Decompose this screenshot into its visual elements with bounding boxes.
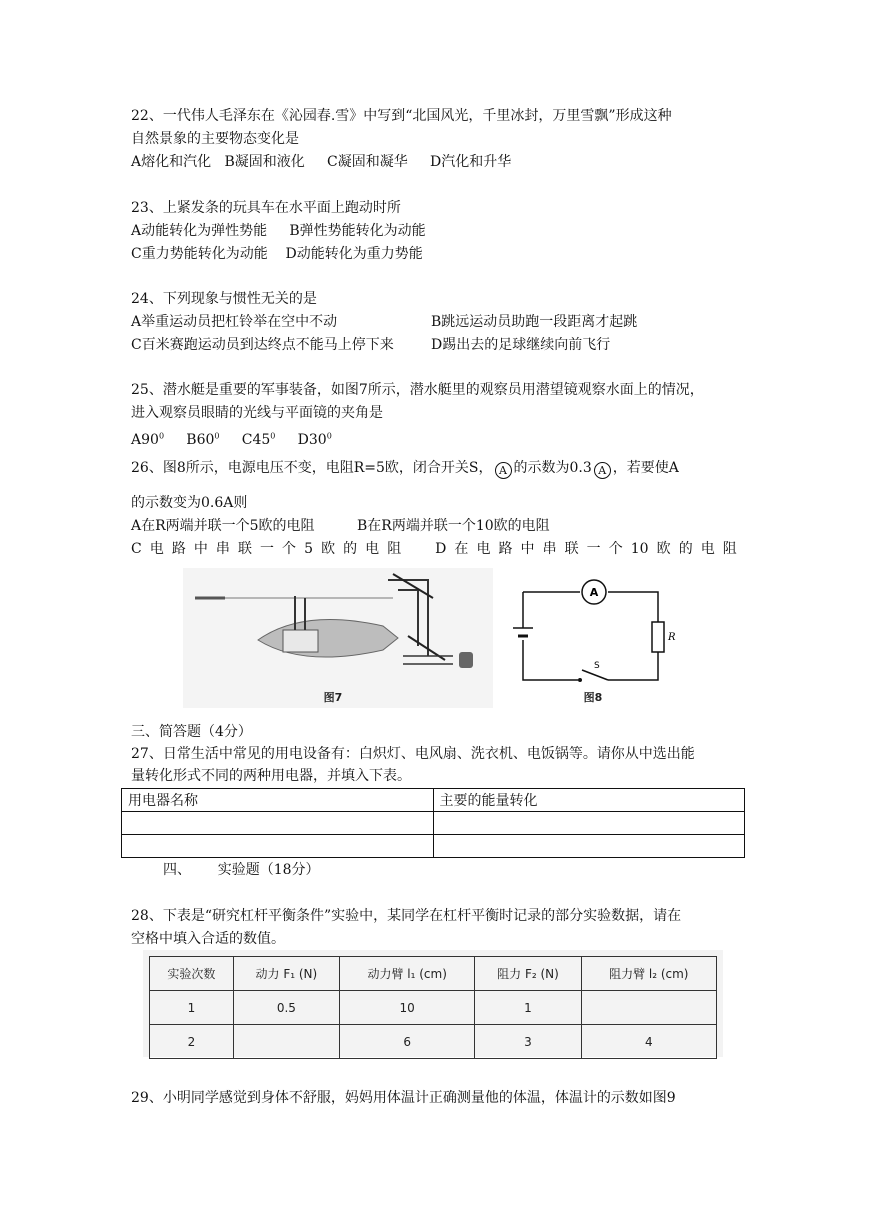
- table-row: [122, 812, 745, 835]
- q22-stem-line1: 22、一代伟人毛泽东在《沁园春.雪》中写到“北国风光，千里冰封，万里雪飘”形成这种: [131, 108, 672, 124]
- q24-stem: 24、下列现象与惯性无关的是: [131, 291, 317, 307]
- q25-option-b: $B60^0$: [186, 431, 220, 448]
- table-row: [122, 835, 745, 858]
- q22-options: [131, 152, 511, 172]
- table-row: [122, 789, 745, 812]
- q23-options-row1: [131, 221, 426, 241]
- blank-cell[interactable]: [233, 1025, 339, 1059]
- svg-text:R: R: [668, 632, 676, 643]
- answer-cell[interactable]: [122, 812, 434, 835]
- data-cell: 1: [150, 991, 234, 1025]
- data-cell: 1: [475, 991, 581, 1025]
- q29-stem-line1: 29、小明同学感觉到身体不舒服，妈妈用体温计正确测量他的体温，体温计的示数如图9: [131, 1090, 676, 1106]
- q23-option-c: C重力势能转化为动能: [131, 246, 268, 262]
- q24-option-d: D踢出去的足球继续向前飞行: [431, 337, 611, 353]
- ammeter-symbol: A: [495, 462, 512, 479]
- table-header-appliance: 用电器名称: [122, 789, 434, 812]
- q23-stem: 23、上紧发条的玩具车在水平面上跑动时所: [131, 200, 401, 216]
- q27-stem-line1: 27、日常生活中常见的用电设备有：白炽灯、电风扇、洗衣机、电饭锅等。请你从中选出能: [131, 746, 695, 762]
- header-cell: 阻力臂 l₂ (cm): [581, 957, 716, 991]
- answer-cell[interactable]: [433, 812, 745, 835]
- answer-cell[interactable]: [122, 835, 434, 858]
- q28-stem-line1: 28、下表是“研究杠杆平衡条件”实验中，某同学在杠杆平衡时记录的部分实验数据，请在: [131, 908, 682, 924]
- header-cell: 阻力 F₂ (N): [475, 957, 581, 991]
- q23-option-a: A动能转化为弹性势能: [131, 223, 268, 239]
- q25-option-a: $A90^0$: [131, 431, 165, 448]
- header-cell: 动力 F₁ (N): [233, 957, 339, 991]
- q26-option-b: B在R两端并联一个10欧的电阻: [357, 518, 550, 534]
- data-cell: 10: [339, 991, 474, 1025]
- q24-option-a: A举重运动员把杠铃举在空中不动: [131, 314, 338, 330]
- svg-text:A: A: [589, 586, 599, 599]
- q25-option-d: $D30^0$: [297, 431, 332, 448]
- data-cell: 4: [581, 1025, 716, 1059]
- section-4-title: 四、 实验题（18分）: [163, 862, 320, 878]
- q22-stem-line2: 自然景象的主要物态变化是: [131, 131, 299, 147]
- table-row: [150, 1025, 717, 1059]
- data-cell: 6: [339, 1025, 474, 1059]
- q24-option-c: C百米赛跑运动员到达终点不能马上停下来: [131, 337, 394, 353]
- q25-options: [131, 426, 332, 450]
- resistor-icon: [652, 622, 664, 652]
- header-cell: 动力臂 l₁ (cm): [339, 957, 474, 991]
- q25-stem-line1: 25、潜水艇是重要的军事装备，如图7所示，潜水艇里的观察员用潜望镜观察水面上的情况，: [131, 382, 704, 398]
- figure-7-submarine: [183, 568, 493, 708]
- data-cell: 2: [150, 1025, 234, 1059]
- q25-stem-line2: 进入观察员眼睛的光线与平面镜的夹角是: [131, 405, 383, 421]
- q25-option-c: $C45^0$: [241, 431, 276, 448]
- lever-data-table: [149, 956, 717, 1059]
- q28-table-image: [143, 950, 723, 1057]
- figure-8-circuit: [508, 570, 678, 708]
- q24-option-b: B跳远运动员助跑一段距离才起跳: [431, 314, 638, 330]
- q26-options-cd: C 电 路 中 串 联 一 个 5 欧 的 电 阻 D 在 电 路 中 串 联 一 个 10 欧 的 电 阻: [131, 541, 737, 557]
- figure-8-caption: 图8: [583, 691, 603, 704]
- table-row: [150, 957, 717, 991]
- figure-7-caption: 图7: [323, 691, 343, 704]
- table-row: [150, 991, 717, 1025]
- q27-stem-line2: 量转化形式不同的两种用电器，并填入下表。: [131, 768, 411, 784]
- q23-option-b: B弹性势能转化为动能: [289, 223, 426, 239]
- data-cell: 3: [475, 1025, 581, 1059]
- header-cell: 实验次数: [150, 957, 234, 991]
- ammeter-symbol: A: [594, 462, 611, 479]
- q28-stem-line2: 空格中填入合适的数值。: [131, 931, 285, 947]
- answer-cell[interactable]: [433, 835, 745, 858]
- section-3-title: 三、简答题（4分）: [131, 724, 252, 740]
- q22-option-c: C凝固和凝华: [327, 154, 408, 170]
- q27-answer-table: [121, 788, 745, 858]
- q26-stem-line2: 的示数变为0.6A则: [131, 495, 248, 511]
- q26-stem-line1: 26、图8所示，电源电压不变，电阻R=5欧，闭合开关S， A 的示数为0.3 A ，若要使A: [131, 460, 679, 477]
- blank-cell[interactable]: [581, 991, 716, 1025]
- q23-options-row2: [131, 244, 423, 264]
- q22-option-a: A熔化和汽化: [131, 154, 212, 170]
- table-header-energy: 主要的能量转化: [433, 789, 745, 812]
- q26-option-a: A在R两端并联一个5欧的电阻: [131, 518, 315, 534]
- data-cell: 0.5: [233, 991, 339, 1025]
- q22-option-b: B凝固和液化: [224, 154, 305, 170]
- q22-option-d: D汽化和升华: [430, 154, 512, 170]
- svg-text:S: S: [594, 661, 600, 671]
- q23-option-d: D动能转化为重力势能: [285, 246, 423, 262]
